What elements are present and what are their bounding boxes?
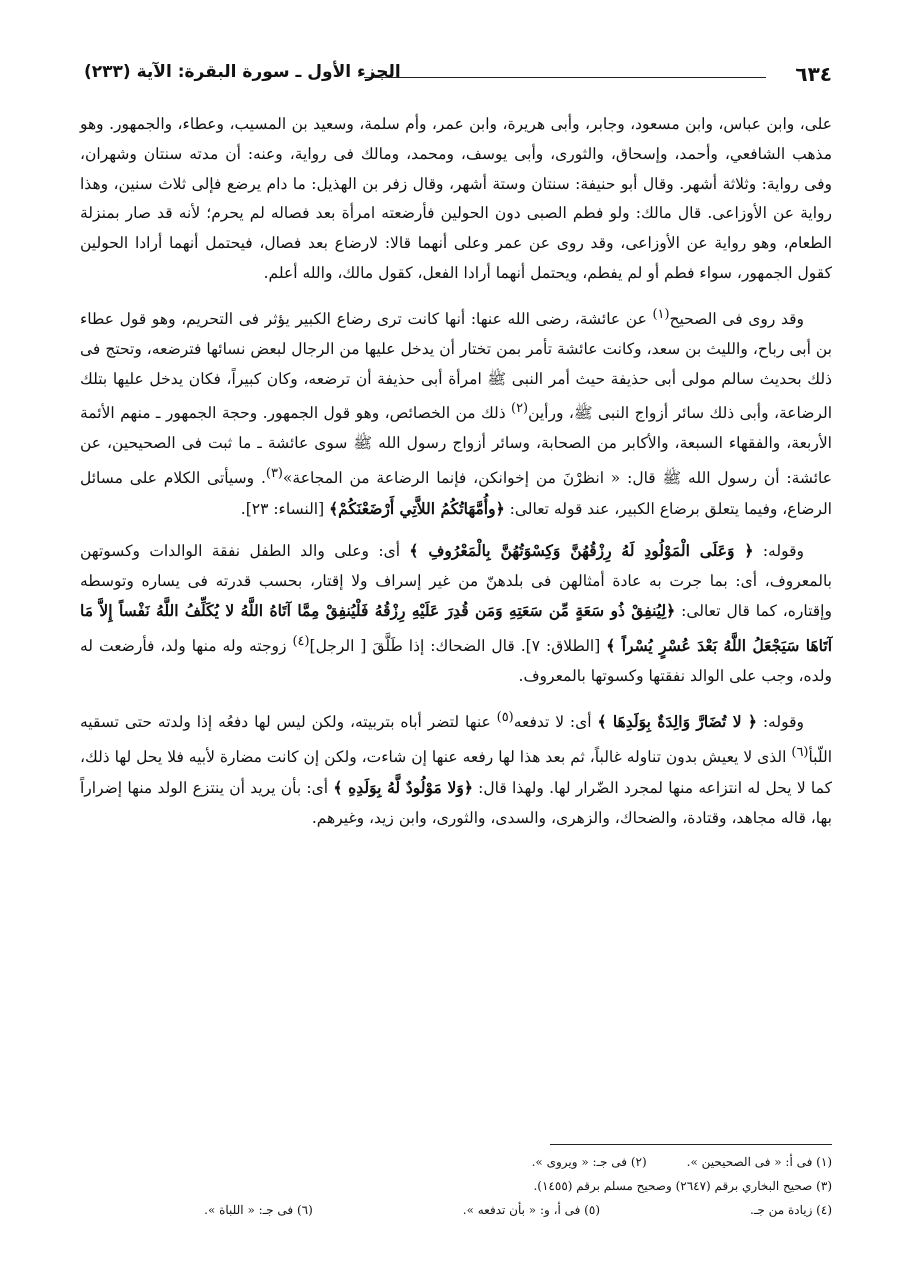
text-segment: أى: وعلى والد الطفل نفقة الوالدات وكسوتهن بالمعروف، أى: بما جرت به عادة أمثالهن فى بلدهنّ من غير إسراف ولا إقتار، بحسب قدرته فى يساره وتوسطه وإقتاره، كما قال تعالى: bbox=[80, 541, 832, 621]
paragraph-1 bbox=[80, 110, 832, 289]
footnote-6: (٦) فى جـ: « اللباة ». bbox=[204, 1203, 313, 1217]
running-title: الجزء الأول ـ سورة البقرة: الآية (٢٣٣) bbox=[84, 62, 401, 82]
footnote-ref[interactable]: (٥) bbox=[496, 709, 514, 725]
quran-verse: ﴿وَلا مَوْلُودٌ لَّهُ بِوَلَدِهِ ﴾ bbox=[333, 777, 473, 797]
footnote-1: (١) فى أ: « فى الصحيحين ». bbox=[686, 1155, 832, 1169]
text-segment: وقد روى فى الصحيح bbox=[669, 309, 804, 328]
footnote-2: (٢) فى جـ: « ويروى ». bbox=[531, 1155, 647, 1169]
text-segment: وقوله: bbox=[753, 541, 804, 560]
footnote-ref[interactable]: (٣) bbox=[265, 466, 283, 482]
text-segment: وقوله: bbox=[756, 713, 804, 732]
header-rule bbox=[364, 77, 766, 78]
footnote-ref[interactable]: (٤) bbox=[292, 634, 310, 650]
text-segment: عن عائشة، رضى الله عنها: أنها كانت ترى رضاع الكبير يؤثر فى التحريم، وهو قول عطاء بن أبى رباح، والليث بن سعد، وكانت عائشة تأمر بمن تختار أن يدخل عليها من الرجال لبعض نسائها فترضعه، وتحتج فى ذلك بحديث سالم مولى أبى حذيفة حيث أمر النبى ﷺ امرأة أبى حذيفة أن ترضعه، وكان كبيراً، فكان يدخل عليها بتلك الرضاعة، وأبى ذلك سائر أزواج النبى ﷺ، ورأين bbox=[80, 309, 832, 423]
text-segment: ذلك من الخصائص، وهو قول الجمهور. وحجة الجمهور ـ منهم الأئمة الأربعة، والفقهاء السبعة، والأكابر من الصحابة، وسائر أزواج رسول الله ﷺ سوى عائشة ـ ما ثبت فى الصحيحين، عن عائشة: أن رسول الله ﷺ قال: « انظرْنَ من إخوانكن، فإنما الرضاعة من المجاعة» bbox=[80, 404, 832, 488]
text-segment: زوجته وله منها ولد، فأرضعت له ولده، وجب على الوالد نفقتها وكسوتها بالمعروف. bbox=[80, 637, 832, 686]
quran-verse: ﴿لِيُنفِقْ ذُو سَعَةٍ مِّن سَعَتِهِ وَمَن قُدِرَ عَلَيْهِ رِزْقُهُ فَلْيُنفِقْ مِمَّا آتَاهُ اللَّهُ لا يُكَلِّفُ اللَّهُ نَفْساً إِلاَّ مَا آتَاهَا سَيَجْعَلُ اللَّهُ بَعْدَ عُسْرٍ يُسْراً ﴾ bbox=[80, 601, 832, 656]
footnote-ref[interactable]: (١) bbox=[652, 306, 670, 322]
paragraph-2 bbox=[80, 300, 832, 525]
footnote-ref[interactable]: (٢) bbox=[511, 401, 529, 417]
footnote-line-2 bbox=[182, 1174, 832, 1198]
text-segment: عنها لتضر أباه بتربيته، ولكن ليس لها دفعُه إذا ولدته حتى تسقيه اللّبأ bbox=[80, 713, 832, 767]
text-segment: . وسيأتى الكلام على مسائل الرضاع، وفيما يتعلق برضاع الكبير، عند قوله تعالى: bbox=[80, 469, 832, 519]
quran-verse: ﴿ وَعَلَى الْمَوْلُودِ لَهُ رِزْقُهُنَّ وَكِسْوَتُهُنَّ بِالْمَعْرُوفِ ﴾ bbox=[409, 540, 754, 560]
footnote-ref[interactable]: (٦) bbox=[791, 744, 809, 760]
paragraph-3 bbox=[80, 536, 832, 692]
footnote-3: (٣) صحيح البخاري برقم (٢٦٤٧) وصحيح مسلم برقم (١٤٥٥). bbox=[533, 1179, 832, 1193]
footnotes bbox=[182, 1150, 832, 1222]
text-segment: أى: لا تدفعه bbox=[513, 713, 598, 732]
footnote-5: (٥) فى أ، و: « بأن تدفعه ». bbox=[462, 1203, 600, 1217]
text-segment: [الطلاق: ٧]. قال الضحاك: إذا طَلَّقَ [ الرجل] bbox=[309, 637, 607, 656]
paragraph-4 bbox=[80, 703, 832, 834]
quran-verse: ﴿وأُمَّهَاتُكُمُ اللاَّتِي أَرْضَعْنَكُمْ﴾ bbox=[329, 499, 505, 519]
page-header bbox=[84, 62, 832, 90]
paragraph-text: على، وابن عباس، وابن مسعود، وجابر، وأبى هريرة، وابن عمر، وأم سلمة، وسعيد بن المسيب، وعطاء، والجمهور. وهو مذهب الشافعي، وأحمد، وإسحاق، والثورى، وأبى يوسف، ومحمد، ومالك فى رواية، وعنه: أن مدته سنتان وشهران، وفى رواية: وثلاثة أشهر. وقال أبو حنيفة: سنتان وستة أشهر، وقال زفر بن الهذيل: ما دام يرضع فإلى ثلاث سنين، وهذا رواية عن الأوزاعى. قال مالك: ولو فطم الصبى دون الحولين فأرضعته امرأة بعد فصاله لم يحرم؛ لأنه قد صار بمنزلة الطعام، وهو رواية عن الأوزاعى، وقد روى عن عمر وعلى أنهما قالا: لارضاع بعد فصال، فيحتمل أنهما أرادا الحولين كقول الجمهور، سواء فطم أو لم يفطم، ويحتمل أنهما أرادا الفعل، كقول مالك، والله أعلم. bbox=[80, 115, 832, 282]
text-segment: [النساء: ٢٣]. bbox=[240, 500, 330, 519]
text-segment: الذى لا يعيش بدون تناوله غالباً، ثم بعد هذا لها رفعه عنها إن شاءت، ولكن إن كانت مضارة لأبيه فلا يحل لها ذلك، كما لا يحل له انتزاعه منها لمجرد الضّرار لها. ولهذا قال: bbox=[80, 748, 832, 797]
page-number: ٦٣٤ bbox=[795, 62, 832, 86]
footnote-line-1 bbox=[182, 1150, 832, 1174]
text-segment: أى: بأن يريد أن ينتزع الولد منها إضراراً بها، قاله مجاهد، وقتادة، والضحاك، والزهرى، والسدى، والثورى، وابن زيد، وغيرهم. bbox=[80, 778, 832, 827]
footnote-line-3 bbox=[182, 1198, 832, 1222]
footnote-rule bbox=[550, 1144, 832, 1145]
main-text bbox=[80, 110, 832, 844]
footnote-4: (٤) زيادة من جـ. bbox=[750, 1203, 832, 1217]
quran-verse: ﴿ لا تُضَارَّ وَالِدَةٌ بِوَلَدِهَا ﴾ bbox=[597, 712, 757, 732]
